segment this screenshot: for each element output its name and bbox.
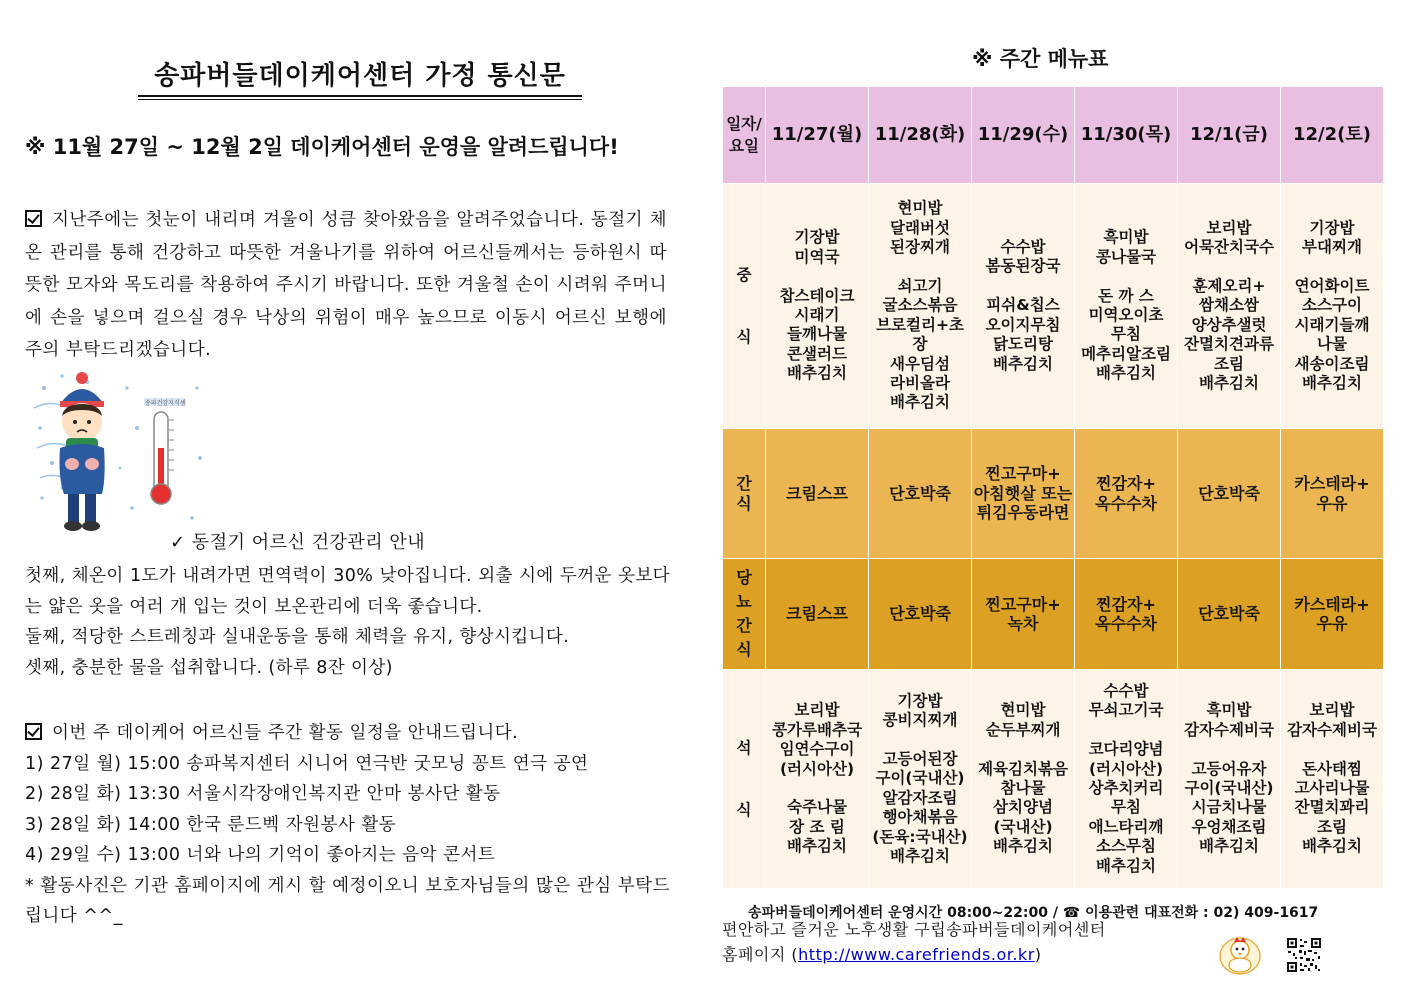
title-underline-thin: [138, 99, 582, 100]
menu-item: 미역국: [794, 247, 840, 266]
menu-item: 쇠고기: [897, 276, 943, 295]
menu-item: 콩나물국: [1096, 247, 1156, 266]
menu-item: 배추김치: [890, 846, 950, 865]
newsletter-title: 송파버들데이케어센터 가정 통신문: [154, 61, 566, 91]
menu-item: 들깨나물: [787, 325, 847, 344]
meal-label: 당 뇨 간 식: [723, 559, 766, 670]
menu-item: 달래버섯: [890, 218, 950, 237]
activity-item: 1) 27일 월) 15:00 송파복지센터 시니어 연극반 굿모닝 꽁트 연극 공연: [25, 753, 589, 774]
menu-item: 배추김치: [890, 393, 950, 412]
menu-item: 녹차: [1007, 614, 1039, 633]
menu-item: 보리밥: [1206, 218, 1252, 237]
menu-item: 배추김치: [993, 354, 1053, 373]
menu-item: 기장밥: [1309, 218, 1355, 237]
homepage-link[interactable]: http://www.carefriends.or.kr: [798, 945, 1035, 964]
checkbox-icon: [25, 210, 42, 227]
menu-cell: [1075, 670, 1178, 889]
meal-label: 석 식: [723, 670, 766, 889]
health-point: 첫째, 체온이 1도가 내려가면 면역력이 30% 낮아집니다. 외출 시에 두꺼운 옷보다는 얇은 옷을 여러 개 입는 것이 보온관리에 더욱 좋습니다.: [25, 566, 670, 617]
menu-item: 봄동된장국: [985, 257, 1061, 276]
menu-cell: [972, 184, 1075, 429]
menu-item: 콩비지찌개: [882, 711, 958, 730]
menu-item: 우유: [1316, 614, 1348, 633]
menu-item: 고사리나물: [1294, 778, 1370, 797]
menu-item: 배추김치: [1199, 373, 1259, 392]
menu-item: 미역오이초: [1088, 305, 1164, 324]
menu-item: 기장밥: [897, 691, 943, 710]
homepage-line: 홈페이지 (http://www.carefriends.or.kr): [722, 945, 1042, 964]
menu-item: 제육김치볶음: [978, 759, 1068, 778]
menu-item: 라비올라: [890, 373, 950, 392]
menu-item: 알감자조림: [882, 788, 958, 807]
menu-item: 메추리알조림: [1081, 344, 1171, 363]
menu-cell: [1178, 429, 1281, 559]
menu-cell: [1281, 429, 1384, 559]
health-point: 둘째, 적당한 스트레칭과 실내운동을 통해 체력을 유지, 향상시킵니다.: [25, 627, 570, 647]
menu-item: 배추김치: [1302, 837, 1362, 856]
illustration-text: 송파건강지식센: [145, 400, 186, 407]
menu-item: 훈제오리+: [1192, 276, 1266, 295]
menu-item: 흑미밥: [1103, 228, 1149, 247]
menu-item: 보리밥: [1309, 701, 1355, 720]
menu-item: 보리밥: [794, 701, 840, 720]
menu-item: 된장찌개: [890, 238, 950, 257]
menu-cell: [1075, 184, 1178, 429]
menu-item: 삼치양념: [993, 798, 1053, 817]
menu-cell: [869, 559, 972, 670]
winter-notice: [25, 204, 667, 367]
menu-item: 단호박죽: [1198, 483, 1260, 503]
checkbox-icon: [25, 723, 42, 740]
menu-cell: [766, 670, 869, 889]
cold-weather-illustration: [32, 368, 207, 538]
menu-item: 어묵잔치국수: [1184, 238, 1274, 257]
menu-cell: [869, 670, 972, 889]
meal-label: 간 식: [723, 429, 766, 559]
activity-item: 4) 29일 수) 13:00 너와 나의 기억이 좋아지는 음악 콘서트: [25, 845, 496, 865]
menu-cell: [869, 429, 972, 559]
menu-cell: [869, 184, 972, 429]
day-header: 12/1(금): [1178, 87, 1281, 184]
menu-item: 찐고구마+: [985, 464, 1061, 484]
menu-cell: [1075, 429, 1178, 559]
menu-item: 수수밥: [1103, 681, 1149, 700]
menu-item: 무쇠고기국: [1088, 701, 1164, 720]
menu-item: 순두부찌개: [985, 720, 1061, 739]
menu-item: 배추김치: [787, 837, 847, 856]
menu-cell: [1281, 184, 1384, 429]
menu-item: (러시아산): [1088, 759, 1164, 778]
menu-item: 우유: [1316, 493, 1348, 513]
menu-item: 배추김치: [1096, 364, 1156, 383]
menu-cell: [766, 184, 869, 429]
operating-hours: 송파버들데이케어센터 운영시간 08:00~22:00 / ☎ 이용관련 대표전화 : 02) 409-1617: [748, 905, 1319, 921]
menu-item: (국내산): [993, 817, 1053, 836]
menu-item: 배추김치: [1302, 373, 1362, 392]
menu-item: [972, 740, 1074, 759]
menu-row-lunch: [723, 184, 1384, 429]
menu-item: 새우딤섬: [890, 354, 950, 373]
menu-item: 감자수제비국: [1287, 720, 1377, 739]
menu-item: 고등어된장: [882, 749, 958, 768]
menu-item: [869, 730, 971, 749]
menu-item: 돈사태찜: [1302, 759, 1362, 778]
title-underline: [138, 95, 582, 97]
menu-item: 구이(국내산): [875, 769, 965, 788]
menu-item: 숙주나물: [787, 798, 847, 817]
menu-item: 피쉬&칩스: [986, 296, 1060, 315]
menu-item: 고등어유자: [1191, 759, 1267, 778]
menu-item: [1281, 740, 1383, 759]
menu-item: 코다리양념: [1088, 740, 1164, 759]
menu-item: 단호박죽: [1198, 604, 1260, 624]
menu-cell: [1075, 559, 1178, 670]
menu-item: 콘샐러드: [787, 344, 847, 363]
qr-code-icon: [1286, 937, 1322, 973]
menu-item: 쌈채소쌈: [1199, 296, 1259, 315]
menu-item: 나물: [1317, 335, 1347, 354]
menu-item: [1075, 267, 1177, 286]
newsletter-column: [22, 0, 672, 992]
menu-item: 단호박죽: [889, 604, 951, 624]
menu-cell: [766, 559, 869, 670]
menu-item: 오이지무침: [985, 315, 1061, 334]
menu-item: 장 조 림: [789, 817, 845, 836]
menu-item: 굴소스볶음: [882, 296, 958, 315]
menu-item: 조림: [1214, 354, 1244, 373]
menu-cell: [972, 670, 1075, 889]
menu-item: 콩가루배추국: [772, 720, 862, 739]
weekly-menu-column: [722, 0, 1382, 992]
menu-item: 닭도리탕: [993, 335, 1053, 354]
menu-item: 잔멸치꽈리: [1294, 798, 1370, 817]
menu-item: 아침햇살 또는: [973, 483, 1073, 503]
menu-item: 상추치커리: [1088, 778, 1164, 797]
menu-item: 우엉채조림: [1191, 817, 1267, 836]
menu-item: 찹스테이크: [779, 286, 855, 305]
menu-item: 부대찌개: [1302, 238, 1362, 257]
menu-item: [869, 257, 971, 276]
menu-item: 배추김치: [1199, 837, 1259, 856]
menu-cell: [1178, 184, 1281, 429]
menu-item: 돈 까 스: [1098, 286, 1154, 305]
menu-item: 옥수수차: [1095, 614, 1157, 633]
center-slogan: 편안하고 즐거운 노후생활 구립송파버들데이케어센터: [722, 920, 1106, 939]
menu-item: [766, 779, 868, 798]
menu-cell: [1178, 670, 1281, 889]
menu-item: 시금치나물: [1191, 798, 1267, 817]
menu-item: 크림스프: [786, 483, 848, 503]
menu-item: 잔멸치견과류: [1184, 335, 1274, 354]
menu-item: 현미밥: [897, 199, 943, 218]
menu-item: (돈육:국내산): [872, 827, 968, 846]
menu-item: [766, 267, 868, 286]
menu-row-snack: [723, 429, 1384, 559]
center-mascot-logo: [1212, 932, 1268, 976]
menu-item: 새송이조림: [1294, 354, 1370, 373]
menu-row-dinner: [723, 670, 1384, 889]
menu-item: 임연수구이: [779, 740, 855, 759]
activity-item: 3) 28일 화) 14:00 한국 룬드벡 자원봉사 활동: [25, 814, 397, 835]
menu-item: 배추김치: [787, 364, 847, 383]
menu-row-diabetic-snack: [723, 559, 1384, 670]
health-guide-title: ✓ 동절기 어르신 건강관리 안내: [170, 532, 426, 553]
day-header: 11/28(화): [869, 87, 972, 184]
menu-item: 카스테라+: [1294, 474, 1370, 494]
menu-item: 기장밥: [794, 228, 840, 247]
menu-title: ※ 주간 메뉴표: [972, 47, 1109, 71]
menu-item: 시래기들깨: [1294, 315, 1370, 334]
health-guide-body: [25, 561, 670, 683]
menu-item: [1281, 257, 1383, 276]
menu-item: 양상추샐럿: [1191, 315, 1267, 334]
date-day-header: 일자/ 요일: [723, 87, 766, 184]
menu-item: 옥수수차: [1095, 493, 1157, 513]
activity-intro: 이번 주 데이케어 어르신들 주간 활동 일정을 안내드립니다.: [25, 718, 670, 749]
menu-item: 찐감자+: [1096, 474, 1156, 494]
menu-item: [1178, 257, 1280, 276]
menu-header-row: [723, 87, 1384, 184]
day-header: 12/2(토): [1281, 87, 1384, 184]
menu-item: 배추김치: [993, 837, 1053, 856]
menu-item: 단호박죽: [889, 483, 951, 503]
menu-item: 구이(국내산): [1184, 778, 1274, 797]
menu-cell: [1178, 559, 1281, 670]
menu-item: 감자수제비국: [1184, 720, 1274, 739]
menu-item: 무침: [1111, 798, 1141, 817]
menu-item: 소스구이: [1302, 296, 1362, 315]
menu-item: 찐고구마+: [985, 594, 1061, 614]
menu-item: 행아채볶음: [882, 808, 958, 827]
menu-item: 카스테라+: [1294, 594, 1370, 614]
menu-item: 크림스프: [786, 604, 848, 624]
menu-item: 흑미밥: [1206, 701, 1252, 720]
weekly-menu-table: [722, 86, 1384, 889]
menu-cell: [766, 429, 869, 559]
menu-item: 무침: [1111, 325, 1141, 344]
day-header: 11/29(수): [972, 87, 1075, 184]
health-point: 셋째, 충분한 물을 섭취합니다. (하루 8잔 이상): [25, 657, 393, 678]
day-header: 11/30(목): [1075, 87, 1178, 184]
menu-item: 배추김치: [1096, 856, 1156, 875]
activity-note: * 활동사진은 기관 홈페이지에 게시 할 예정이오니 보호자님들의 많은 관심 부탁드립니다 ^^_: [25, 875, 670, 926]
menu-item: 애느타리깨: [1088, 817, 1164, 836]
menu-cell: [972, 559, 1075, 670]
day-header: 11/27(월): [766, 87, 869, 184]
menu-item: (러시아산): [779, 759, 855, 778]
menu-item: 현미밥: [1000, 701, 1046, 720]
menu-cell: [972, 429, 1075, 559]
menu-item: 시래기: [794, 305, 840, 324]
weekly-activities: [25, 718, 670, 932]
menu-cell: [1281, 559, 1384, 670]
schedule-announcement: ※ 11월 27일 ~ 12월 2일 데이케어센터 운영을 알려드립니다!: [25, 135, 619, 159]
menu-item: [972, 277, 1074, 296]
winter-notice-text: 지난주에는 첫눈이 내리며 겨울이 성큼 찾아왔음을 알려주었습니다. 동절기 체온 관리를 통해 건강하고 따뜻한 겨울나기를 위하여 어르신들께서는 등하원시 따뜻한 모자와 목도리를 착용하여 주시기 바랍니다. 또한 겨울철 손이 시려워 주머니에 손을 넣으며 걸으실 경우 낙상의 위험이 매우 높으므로 이동시 어르신 보행에 주의 부탁드리겠습니다.: [25, 210, 667, 360]
menu-item: 소스무침: [1096, 837, 1156, 856]
activity-item: 2) 28일 화) 13:30 서울시각장애인복지관 안마 봉사단 활동: [25, 784, 501, 804]
menu-cell: [1281, 670, 1384, 889]
menu-item: 참나물: [1000, 778, 1046, 797]
menu-item: 찐감자+: [1096, 594, 1156, 614]
meal-label: 중 식: [723, 184, 766, 429]
menu-item: [1178, 740, 1280, 759]
menu-item: 튀김우동라면: [976, 503, 1070, 523]
menu-item: 수수밥: [1000, 238, 1046, 257]
menu-item: 조림: [1317, 817, 1347, 836]
menu-item: [1075, 721, 1177, 740]
menu-item: 브로컬리+초장: [876, 315, 964, 354]
menu-item: 연어화이트: [1294, 276, 1370, 295]
